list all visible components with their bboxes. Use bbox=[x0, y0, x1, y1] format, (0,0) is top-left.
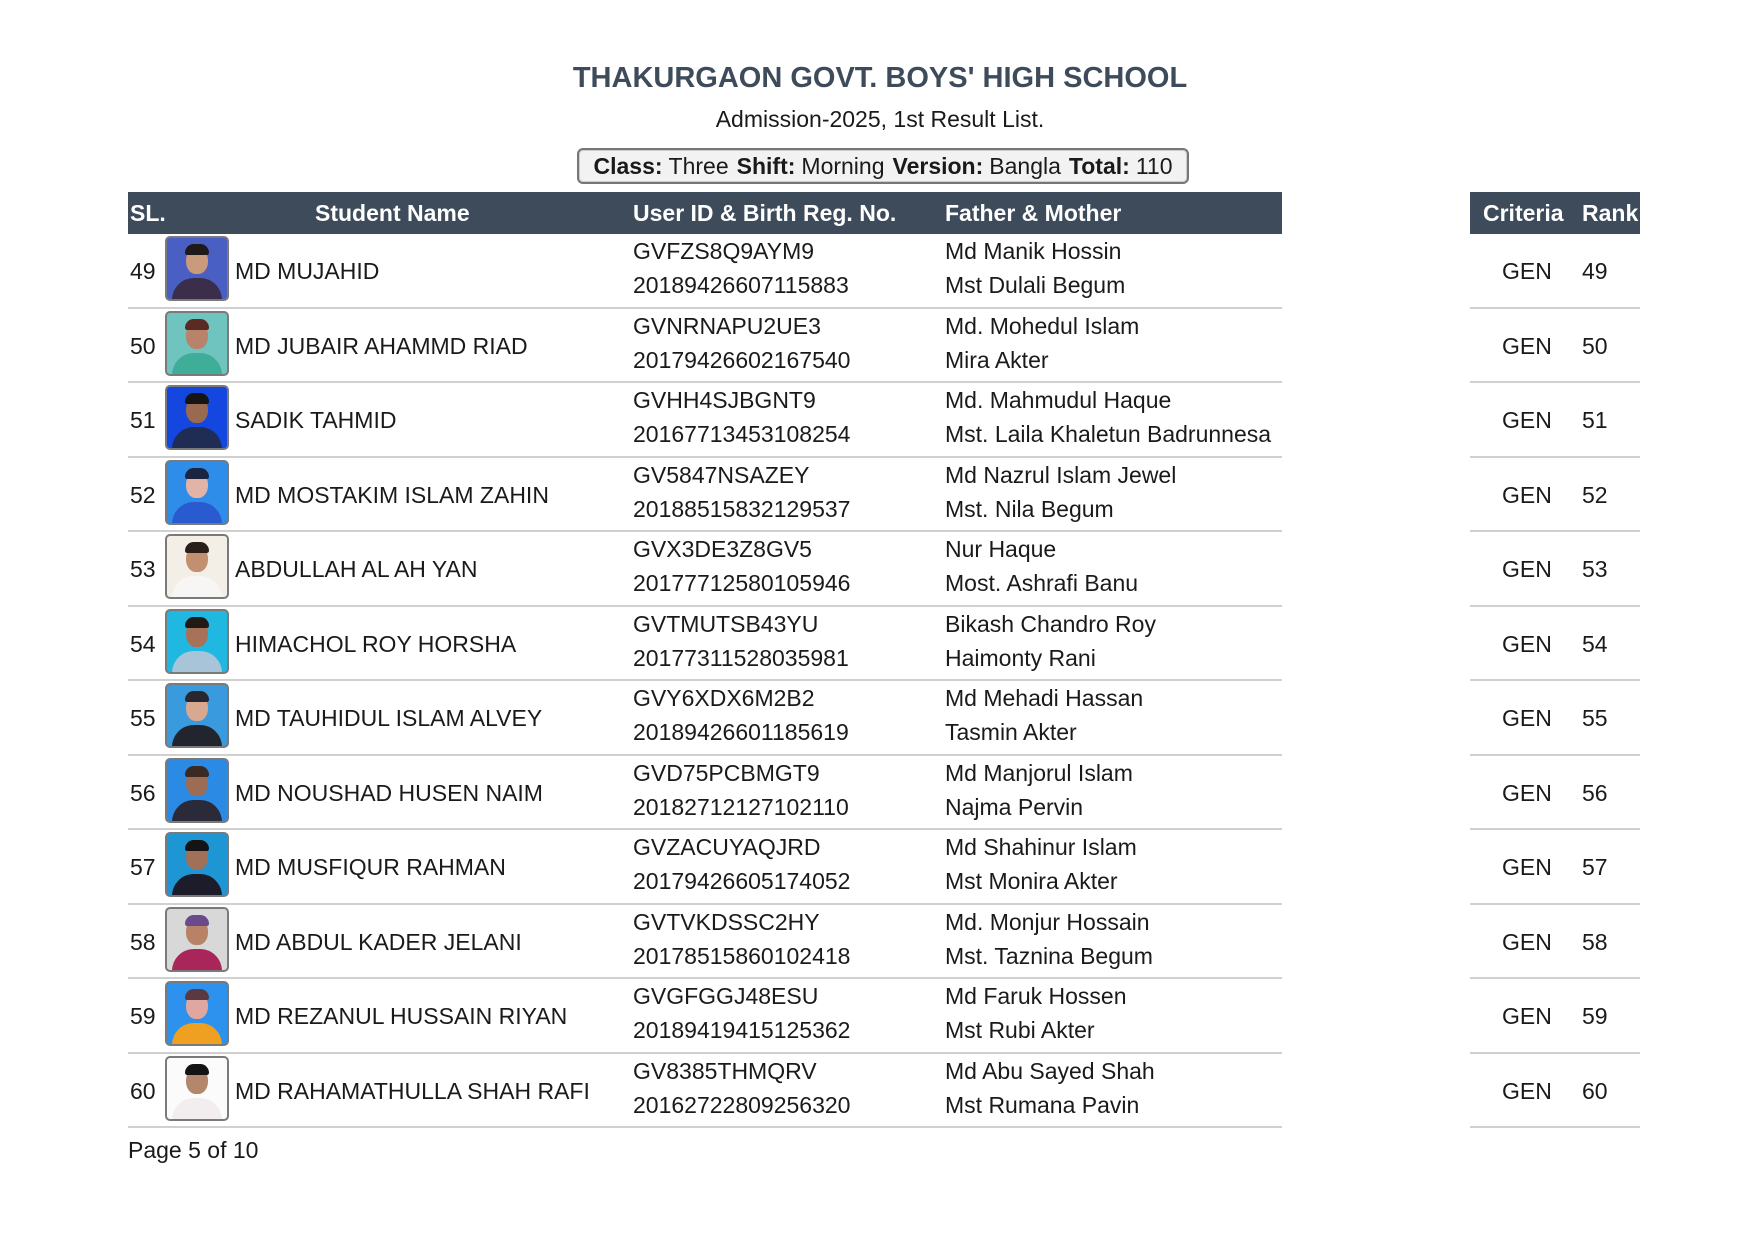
total-value: 110 bbox=[1135, 152, 1173, 179]
criteria-value: GEN bbox=[1502, 928, 1552, 955]
list-subtitle: Admission-2025, 1st Result List. bbox=[715, 106, 1045, 132]
photo-shoulders bbox=[172, 353, 222, 376]
user-id: GVY6XDX6M2B2 bbox=[633, 685, 815, 711]
shift-label: Shift: bbox=[736, 152, 796, 179]
shift-value: Morning bbox=[801, 152, 885, 179]
birth-reg-no: 20162722809256320 bbox=[633, 1091, 851, 1118]
rank-value: 54 bbox=[1582, 630, 1608, 657]
serial-number: 49 bbox=[130, 258, 156, 284]
father-name: Bikash Chandro Roy bbox=[945, 610, 1156, 637]
photo-hair bbox=[185, 1064, 209, 1075]
mother-name: Tasmin Akter bbox=[945, 719, 1077, 745]
criteria-value: GEN bbox=[1502, 854, 1552, 880]
table-row bbox=[128, 383, 1282, 458]
criteria-value: GEN bbox=[1502, 258, 1552, 284]
table-row bbox=[128, 681, 1282, 756]
rank-value: 50 bbox=[1582, 332, 1608, 359]
father-name: Md Manjorul Islam bbox=[945, 759, 1133, 786]
criteria-row bbox=[1470, 1054, 1640, 1129]
version-value: Bangla bbox=[989, 152, 1061, 179]
class-info-box bbox=[577, 148, 1189, 184]
photo-shoulders bbox=[172, 1023, 222, 1046]
page-indicator: Page 5 of 10 bbox=[128, 1137, 259, 1163]
birth-reg-no: 20177311528035981 bbox=[633, 644, 849, 671]
student-name: MD MOSTAKIM ISLAM ZAHIN bbox=[235, 481, 549, 508]
criteria-table-header bbox=[1470, 192, 1640, 234]
criteria-row bbox=[1470, 756, 1640, 831]
father-name: Md. Mahmudul Haque bbox=[945, 387, 1172, 413]
birth-reg-no: 20188515832129537 bbox=[633, 495, 851, 522]
table-row bbox=[128, 607, 1282, 682]
photo-hair bbox=[185, 617, 209, 628]
criteria-value: GEN bbox=[1502, 556, 1552, 582]
criteria-row bbox=[1470, 607, 1640, 682]
mother-name: Najma Pervin bbox=[945, 793, 1084, 820]
photo-shoulders bbox=[172, 651, 222, 674]
mother-name: Haimonty Rani bbox=[945, 644, 1096, 671]
student-name: ABDULLAH AL AH YAN bbox=[235, 556, 478, 582]
student-name: MD ABDUL KADER JELANI bbox=[235, 928, 522, 955]
mother-name: Mira Akter bbox=[945, 346, 1049, 373]
student-photo bbox=[165, 981, 229, 1046]
user-id: GVX3DE3Z8GV5 bbox=[633, 536, 812, 562]
user-id: GVTVKDSSC2HY bbox=[633, 908, 820, 935]
student-photo bbox=[165, 1056, 229, 1121]
table-row bbox=[128, 905, 1282, 980]
father-name: Md. Monjur Hossain bbox=[945, 908, 1150, 935]
serial-number: 52 bbox=[130, 481, 156, 508]
serial-number: 50 bbox=[130, 332, 156, 359]
user-id: GVNRNAPU2UE3 bbox=[633, 312, 821, 339]
criteria-value: GEN bbox=[1502, 407, 1552, 433]
photo-shoulders bbox=[172, 278, 222, 301]
rank-value: 56 bbox=[1582, 779, 1608, 806]
serial-number: 51 bbox=[130, 407, 156, 433]
rank-value: 55 bbox=[1582, 705, 1608, 731]
class-label: Class: bbox=[593, 152, 663, 179]
student-name: MD RAHAMATHULLA SHAH RAFI bbox=[235, 1077, 590, 1104]
mother-name: Mst. Taznina Begum bbox=[945, 942, 1153, 969]
rank-value: 57 bbox=[1582, 854, 1608, 880]
student-photo bbox=[165, 758, 229, 823]
criteria-row bbox=[1470, 979, 1640, 1054]
birth-reg-no: 20189426607115883 bbox=[633, 272, 849, 298]
version-label: Version: bbox=[892, 152, 984, 179]
column-header-rank: Rank bbox=[1582, 200, 1639, 226]
rank-value: 53 bbox=[1582, 556, 1608, 582]
criteria-value: GEN bbox=[1502, 481, 1552, 508]
criteria-row bbox=[1470, 681, 1640, 756]
student-photo bbox=[165, 832, 229, 897]
mother-name: Mst Monira Akter bbox=[945, 868, 1118, 894]
table-body bbox=[128, 234, 1282, 1128]
serial-number: 58 bbox=[130, 928, 156, 955]
birth-reg-no: 20167713453108254 bbox=[633, 421, 851, 447]
criteria-rank-table bbox=[1470, 192, 1640, 1128]
birth-reg-no: 20189419415125362 bbox=[633, 1017, 851, 1043]
student-photo bbox=[165, 460, 229, 525]
rank-value: 59 bbox=[1582, 1003, 1608, 1029]
serial-number: 54 bbox=[130, 630, 156, 657]
mother-name: Mst Rubi Akter bbox=[945, 1017, 1095, 1043]
rank-value: 58 bbox=[1582, 928, 1608, 955]
user-id: GVTMUTSB43YU bbox=[633, 610, 819, 637]
student-name: SADIK TAHMID bbox=[235, 407, 397, 433]
photo-shoulders bbox=[172, 725, 222, 748]
student-name: MD JUBAIR AHAMMD RIAD bbox=[235, 332, 528, 359]
photo-hair bbox=[185, 691, 209, 702]
criteria-row bbox=[1470, 234, 1640, 309]
student-name: MD MUSFIQUR RAHMAN bbox=[235, 854, 506, 880]
table-row bbox=[128, 1054, 1282, 1129]
student-name: HIMACHOL ROY HORSHA bbox=[235, 630, 517, 657]
criteria-row bbox=[1470, 905, 1640, 980]
school-title: THAKURGAON GOVT. BOYS' HIGH SCHOOL bbox=[572, 62, 1188, 94]
user-id: GVFZS8Q9AYM9 bbox=[633, 238, 815, 264]
photo-hair bbox=[185, 989, 209, 1000]
table-row bbox=[128, 756, 1282, 831]
table-row bbox=[128, 979, 1282, 1054]
table-row bbox=[128, 309, 1282, 384]
student-name: MD TAUHIDUL ISLAM ALVEY bbox=[235, 705, 543, 731]
mother-name: Mst. Laila Khaletun Badrunnesa bbox=[945, 421, 1272, 447]
photo-shoulders bbox=[172, 949, 222, 972]
criteria-row bbox=[1470, 309, 1640, 384]
photo-hair bbox=[185, 915, 209, 926]
table-row bbox=[128, 532, 1282, 607]
student-photo bbox=[165, 609, 229, 674]
birth-reg-no: 20178515860102418 bbox=[633, 942, 851, 969]
father-name: Md Abu Sayed Shah bbox=[945, 1057, 1155, 1084]
criteria-value: GEN bbox=[1502, 705, 1552, 731]
serial-number: 60 bbox=[130, 1077, 156, 1104]
birth-reg-no: 20179426605174052 bbox=[633, 868, 851, 894]
serial-number: 59 bbox=[130, 1003, 156, 1029]
father-name: Nur Haque bbox=[945, 536, 1057, 562]
rank-value: 52 bbox=[1582, 481, 1608, 508]
birth-reg-no: 20177712580105946 bbox=[633, 570, 851, 596]
photo-hair bbox=[185, 244, 209, 255]
father-name: Md Shahinur Islam bbox=[945, 834, 1137, 860]
mother-name: Mst Dulali Begum bbox=[945, 272, 1126, 298]
photo-shoulders bbox=[172, 1098, 222, 1121]
criteria-value: GEN bbox=[1502, 332, 1552, 359]
user-id: GVHH4SJBGNT9 bbox=[633, 387, 816, 413]
criteria-value: GEN bbox=[1502, 1077, 1552, 1104]
table-row bbox=[128, 458, 1282, 533]
photo-shoulders bbox=[172, 576, 222, 599]
serial-number: 57 bbox=[130, 854, 156, 880]
student-photo bbox=[165, 385, 229, 450]
user-id: GV8385THMQRV bbox=[633, 1057, 817, 1084]
student-photo bbox=[165, 907, 229, 972]
photo-hair bbox=[185, 766, 209, 777]
student-photo bbox=[165, 236, 229, 301]
student-name: MD NOUSHAD HUSEN NAIM bbox=[235, 779, 543, 806]
father-name: Md. Mohedul Islam bbox=[945, 312, 1140, 339]
user-id: GVGFGGJ48ESU bbox=[633, 983, 819, 1009]
criteria-row bbox=[1470, 458, 1640, 533]
serial-number: 53 bbox=[130, 556, 156, 582]
mother-name: Mst Rumana Pavin bbox=[945, 1091, 1140, 1118]
birth-reg-no: 20189426601185619 bbox=[633, 719, 849, 745]
criteria-row bbox=[1470, 383, 1640, 458]
father-name: Md Mehadi Hassan bbox=[945, 685, 1144, 711]
criteria-value: GEN bbox=[1502, 630, 1552, 657]
student-name: MD MUJAHID bbox=[235, 258, 380, 284]
rank-value: 60 bbox=[1582, 1077, 1608, 1104]
photo-shoulders bbox=[172, 502, 222, 525]
criteria-value: GEN bbox=[1502, 1003, 1552, 1029]
father-name: Md Manik Hossin bbox=[945, 238, 1122, 264]
result-table bbox=[128, 192, 1282, 1128]
student-photo bbox=[165, 683, 229, 748]
column-header-user-id: User ID & Birth Reg. No. bbox=[633, 200, 897, 226]
table-header bbox=[128, 192, 1282, 234]
class-value: Three bbox=[668, 152, 729, 179]
criteria-row bbox=[1470, 830, 1640, 905]
criteria-value: GEN bbox=[1502, 779, 1552, 806]
user-id: GV5847NSAZEY bbox=[633, 461, 810, 488]
user-id: GVZACUYAQJRD bbox=[633, 834, 821, 860]
photo-hair bbox=[185, 393, 209, 404]
father-name: Md Faruk Hossen bbox=[945, 983, 1127, 1009]
photo-shoulders bbox=[172, 800, 222, 823]
photo-shoulders bbox=[172, 874, 222, 897]
mother-name: Most. Ashrafi Banu bbox=[945, 570, 1139, 596]
photo-hair bbox=[185, 319, 209, 330]
user-id: GVD75PCBMGT9 bbox=[633, 759, 820, 786]
total-label: Total: bbox=[1068, 152, 1130, 179]
student-photo bbox=[165, 534, 229, 599]
table-row bbox=[128, 234, 1282, 309]
photo-hair bbox=[185, 840, 209, 851]
criteria-table-body bbox=[1470, 234, 1640, 1128]
column-header-criteria: Criteria bbox=[1483, 200, 1564, 226]
column-header-parents: Father & Mother bbox=[945, 200, 1122, 226]
serial-number: 56 bbox=[130, 779, 156, 806]
photo-shoulders bbox=[172, 427, 222, 450]
student-photo bbox=[165, 311, 229, 376]
mother-name: Mst. Nila Begum bbox=[945, 495, 1114, 522]
table-row bbox=[128, 830, 1282, 905]
student-name: MD REZANUL HUSSAIN RIYAN bbox=[235, 1003, 568, 1029]
criteria-row bbox=[1470, 532, 1640, 607]
photo-hair bbox=[185, 542, 209, 553]
column-header-sl: SL. bbox=[130, 200, 166, 226]
rank-value: 51 bbox=[1582, 407, 1608, 433]
serial-number: 55 bbox=[130, 705, 156, 731]
birth-reg-no: 20182712127102110 bbox=[633, 793, 849, 820]
column-header-student-name: Student Name bbox=[315, 200, 470, 226]
birth-reg-no: 20179426602167540 bbox=[633, 346, 851, 373]
photo-hair bbox=[185, 468, 209, 479]
father-name: Md Nazrul Islam Jewel bbox=[945, 461, 1177, 488]
rank-value: 49 bbox=[1582, 258, 1608, 284]
